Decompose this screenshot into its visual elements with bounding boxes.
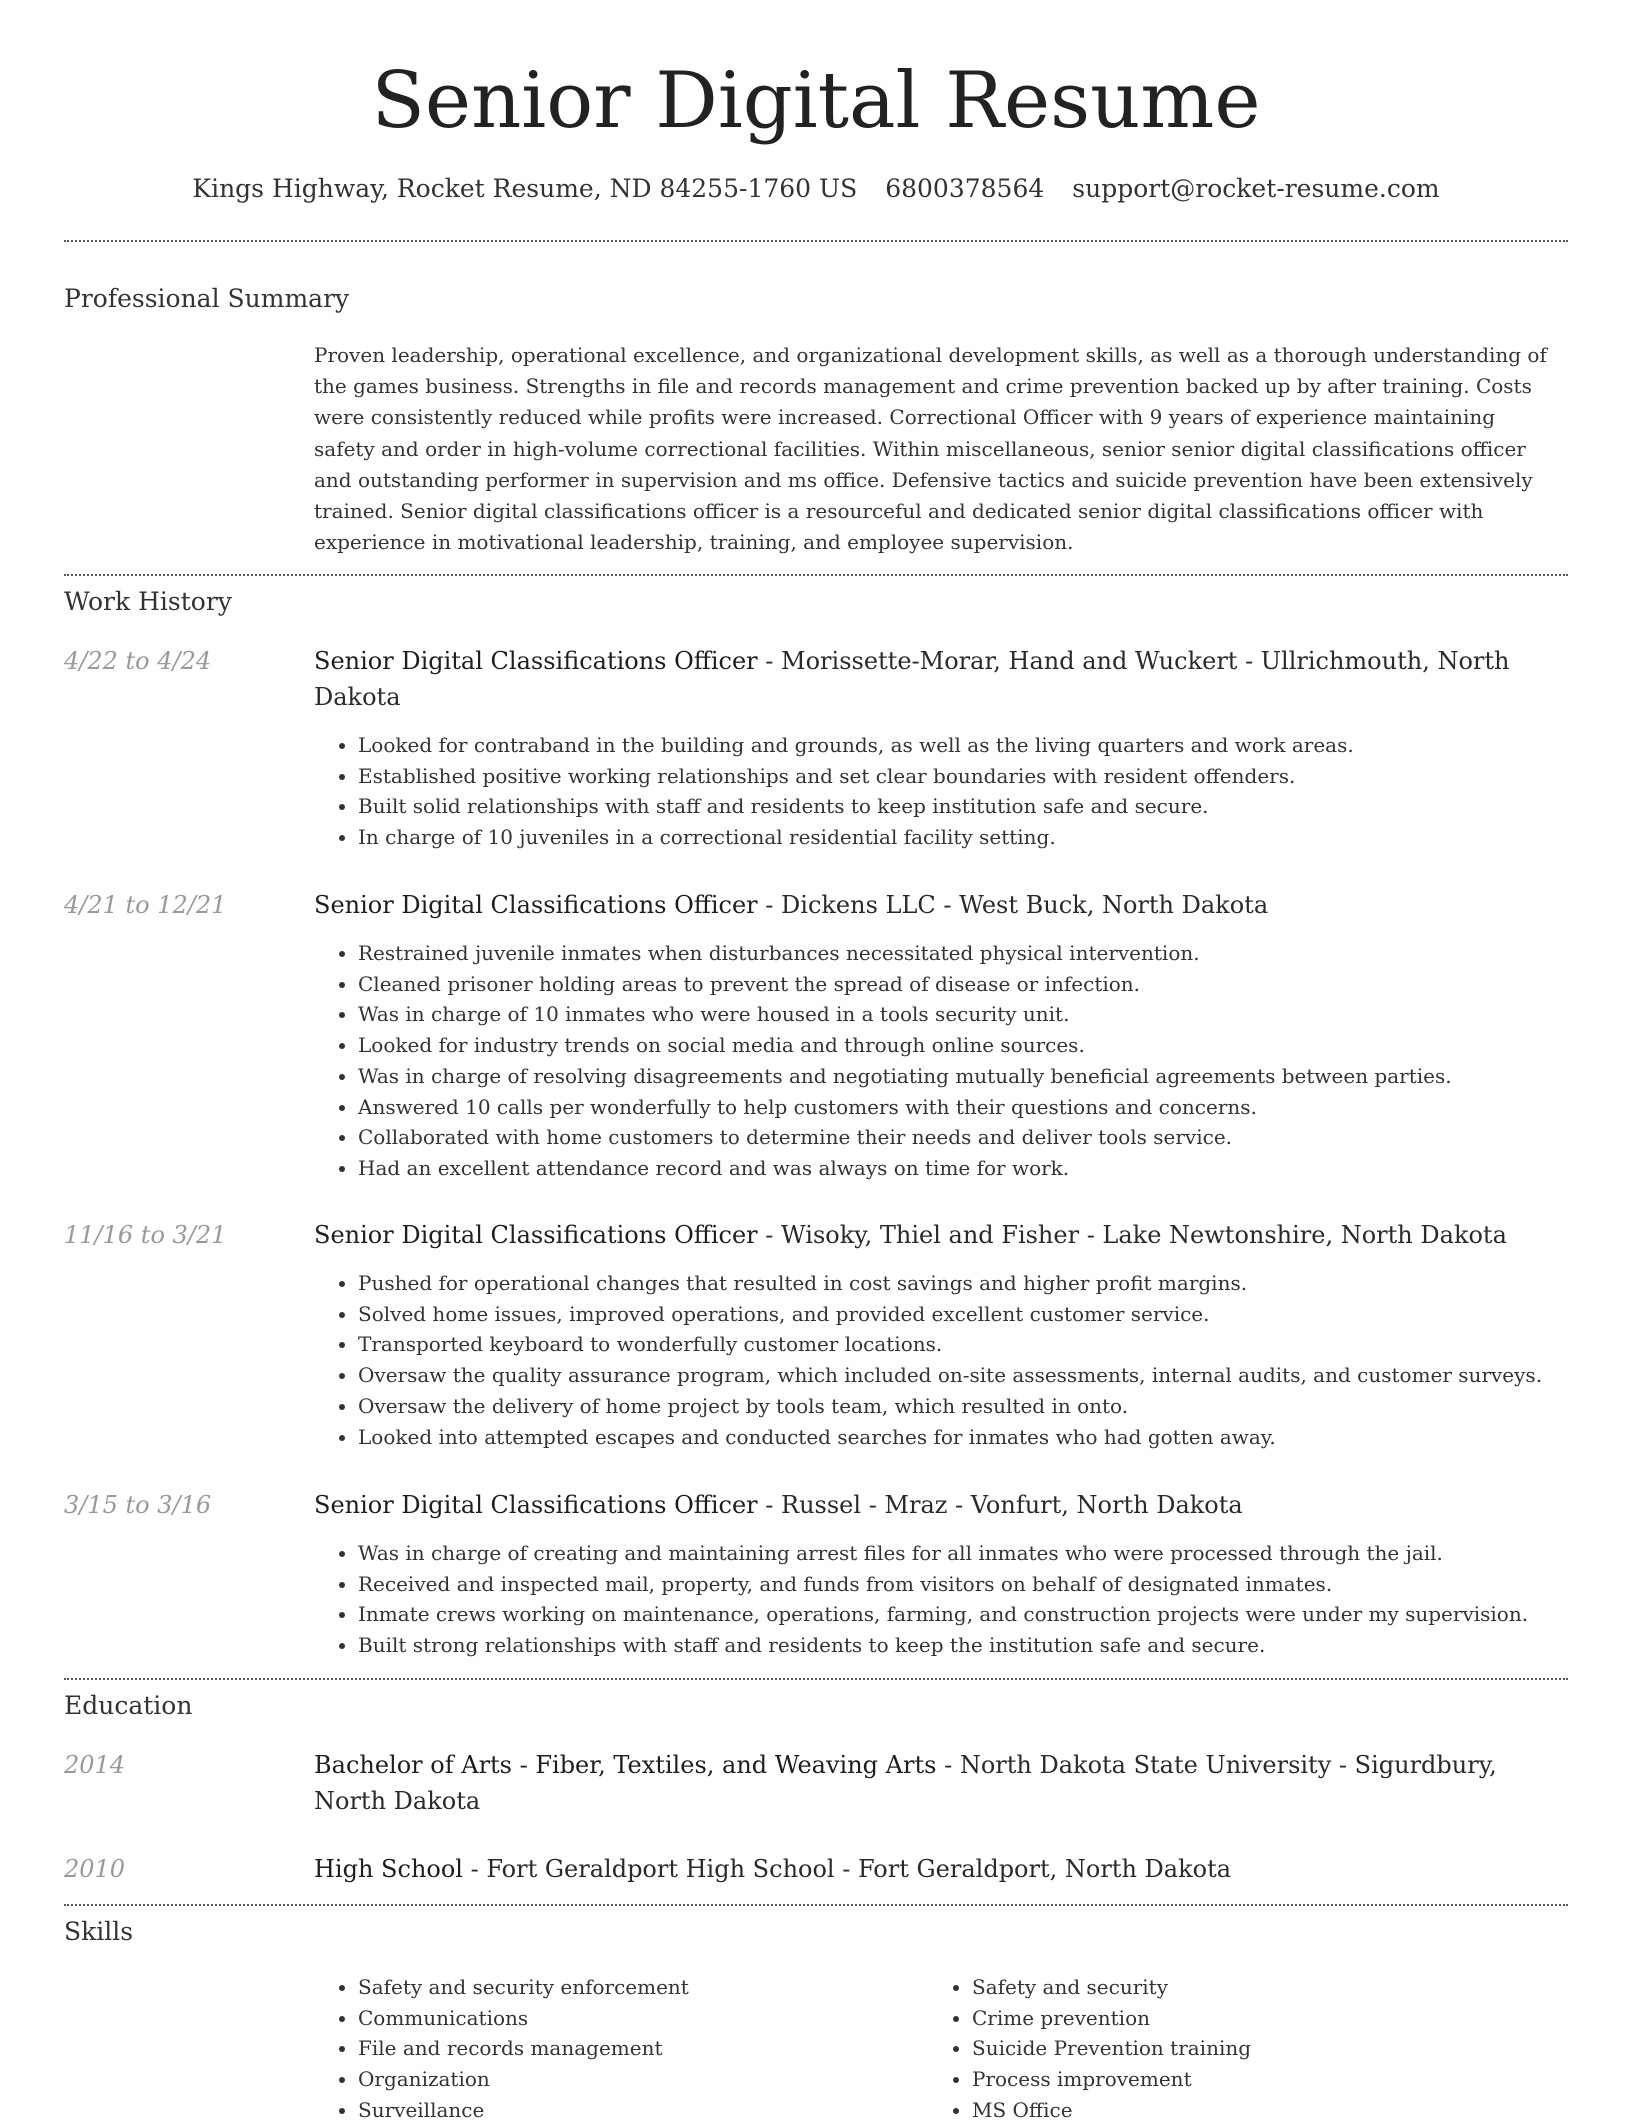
- job-bullet: • Received and inspected mail, property, and funds from visitors on behalf of designated inmates.: [358, 1569, 1608, 1600]
- resume-name: Senior Digital Resume: [371, 56, 1261, 146]
- job-details: - Morissette-Morar, Hand and Wuckert - Ullrichmouth, North Dakota: [314, 647, 1510, 711]
- job-position: Senior Digital Classifications Officer: [314, 647, 758, 675]
- education-details: - Fort Geraldport High School - Fort Geraldport, North Dakota: [462, 1855, 1232, 1883]
- job-bullets: [314, 938, 1608, 1184]
- job-title: [314, 643, 1564, 715]
- job-bullets: [314, 730, 1608, 853]
- job-bullet: • Oversaw the quality assurance program, which included on-site assessments, internal audits, and customer surveys.: [358, 1360, 1608, 1391]
- job-bullet: • Pushed for operational changes that resulted in cost savings and higher profit margins.: [358, 1268, 1608, 1299]
- job-bullet: • Answered 10 calls per wonderfully to help customers with their questions and concerns.: [358, 1092, 1608, 1123]
- job-title: [314, 1217, 1564, 1253]
- job-bullet: • In charge of 10 juveniles in a correctional residential facility setting.: [358, 822, 1608, 853]
- section-divider: [64, 1904, 1568, 1906]
- job-position: Senior Digital Classifications Officer: [314, 1221, 758, 1249]
- section-heading-work: Work History: [64, 587, 232, 616]
- header-divider: [64, 240, 1568, 242]
- section-divider: [64, 574, 1568, 576]
- section-heading-skills: Skills: [64, 1917, 134, 1946]
- summary-text: Proven leadership, operational excellence, and organizational development skills, as well as a thorough understanding of the games business. Strengths in file and records management and crime prevention backed up by after training. Costs were consistently reduced while profits were increased. Correctional Officer with 9 years of experience maintaining safety and order in high-volume correctional facilities. Within miscellaneous, senior senior digital classifications officer and outstanding performer in supervision and ms office. Defensive tactics and suicide prevention have been extensively trained. Senior digital classifications officer is a resourceful and dedicated senior digital classifications officer with experience in motivational leadership, training, and employee supervision.: [314, 343, 1547, 555]
- job-bullet: • Transported keyboard to wonderfully customer locations.: [358, 1329, 1608, 1360]
- job-bullet: • Inmate crews working on maintenance, operations, farming, and construction projects were under my supervision.: [358, 1599, 1608, 1630]
- job-bullet: • Looked for contraband in the building and grounds, as well as the living quarters and work areas.: [358, 730, 1608, 761]
- section-heading-education: Education: [64, 1691, 193, 1720]
- job-title: [314, 887, 1564, 923]
- job-bullets: [314, 1538, 1608, 1661]
- job-title: [314, 1487, 1564, 1523]
- education-degree: High School: [314, 1855, 463, 1883]
- skill-item: • Surveillance: [358, 2095, 918, 2126]
- skill-item: • Communications: [358, 2003, 918, 2034]
- job-bullet: • Was in charge of resolving disagreements and negotiating mutually beneficial agreements between parties.: [358, 1061, 1608, 1092]
- contact-phone: 6800378564: [885, 174, 1045, 203]
- education-year: 2010: [64, 1855, 126, 1883]
- job-bullet: • Was in charge of 10 inmates who were housed in a tools security unit.: [358, 999, 1608, 1030]
- education-degree: Bachelor of Arts - Fiber, Textiles, and Weaving Arts: [314, 1751, 937, 1779]
- job-bullet: • Established positive working relationships and set clear boundaries with resident offenders.: [358, 761, 1608, 792]
- job-bullet: • Had an excellent attendance record and was always on time for work.: [358, 1153, 1608, 1184]
- education-entry: [314, 1851, 1564, 1887]
- job-bullet: • Collaborated with home customers to determine their needs and deliver tools service.: [358, 1122, 1608, 1153]
- job-position: Senior Digital Classifications Officer: [314, 891, 758, 919]
- skill-item: • Organization: [358, 2064, 918, 2095]
- job-bullet: • Built solid relationships with staff and residents to keep institution safe and secure.: [358, 791, 1608, 822]
- contact-email: support@rocket-resume.com: [1072, 174, 1440, 203]
- job-bullet: • Cleaned prisoner holding areas to prevent the spread of disease or infection.: [358, 969, 1608, 1000]
- job-position: Senior Digital Classifications Officer: [314, 1491, 758, 1519]
- job-dates: 4/21 to 12/21: [64, 891, 227, 919]
- contact-address: Kings Highway, Rocket Resume, ND 84255-1760 US: [192, 174, 858, 203]
- job-dates: 11/16 to 3/21: [64, 1221, 227, 1249]
- skills-list-left: [314, 1972, 918, 2126]
- skill-item: • Suicide Prevention training: [972, 2033, 1532, 2064]
- job-details: - Dickens LLC - West Buck, North Dakota: [757, 891, 1269, 919]
- contact-line: [0, 172, 1632, 206]
- section-divider: [64, 1678, 1568, 1680]
- job-bullet: • Restrained juvenile inmates when disturbances necessitated physical intervention.: [358, 938, 1608, 969]
- skill-item: • Safety and security enforcement: [358, 1972, 918, 2003]
- job-dates: 3/15 to 3/16: [64, 1491, 212, 1519]
- education-entry: [314, 1747, 1564, 1819]
- education-year: 2014: [64, 1751, 126, 1779]
- job-bullet: • Looked for industry trends on social media and through online sources.: [358, 1030, 1608, 1061]
- skill-item: • File and records management: [358, 2033, 918, 2064]
- section-heading-summary: Professional Summary: [64, 284, 350, 313]
- skill-item: • Safety and security: [972, 1972, 1532, 2003]
- job-bullet: • Oversaw the delivery of home project by tools team, which resulted in onto.: [358, 1391, 1608, 1422]
- job-bullet: • Built strong relationships with staff and residents to keep the institution safe and secure.: [358, 1630, 1608, 1661]
- job-bullet: • Looked into attempted escapes and conducted searches for inmates who had gotten away.: [358, 1422, 1608, 1453]
- job-bullet: • Was in charge of creating and maintaining arrest files for all inmates who were processed through the jail.: [358, 1538, 1608, 1569]
- education-details: - North Dakota State University - Sigurdbury, North Dakota: [314, 1751, 1497, 1815]
- skill-item: • MS Office: [972, 2095, 1532, 2126]
- skills-list-right: [928, 1972, 1532, 2126]
- skill-item: • Process improvement: [972, 2064, 1532, 2095]
- job-details: - Russel - Mraz - Vonfurt, North Dakota: [757, 1491, 1243, 1519]
- job-dates: 4/22 to 4/24: [64, 647, 212, 675]
- job-bullet: • Solved home issues, improved operations, and provided excellent customer service.: [358, 1299, 1608, 1330]
- skill-item: • Crime prevention: [972, 2003, 1532, 2034]
- job-details: - Wisoky, Thiel and Fisher - Lake Newtonshire, North Dakota: [757, 1221, 1507, 1249]
- job-bullets: [314, 1268, 1608, 1452]
